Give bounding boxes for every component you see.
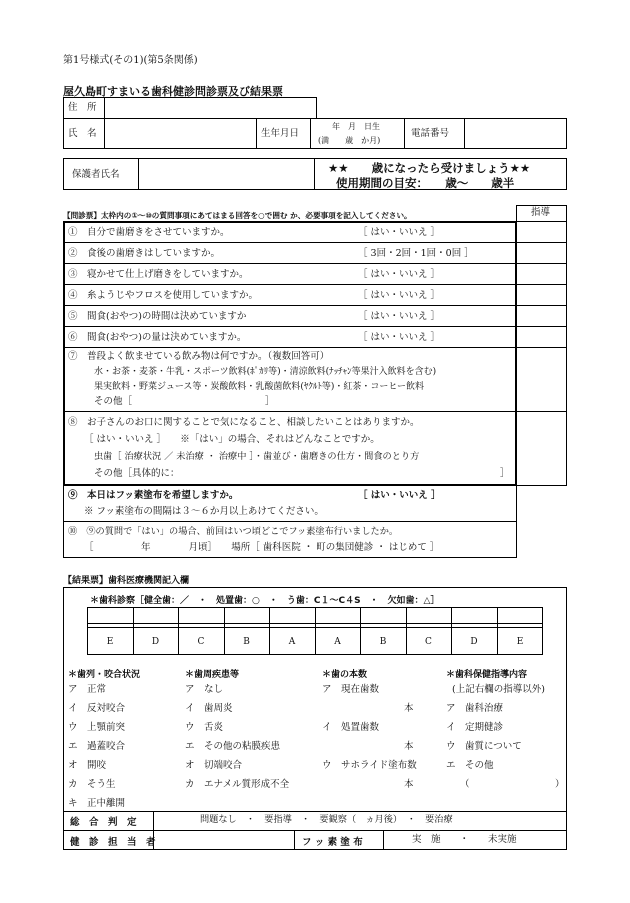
form-title: 屋久島町すまいる歯科健診問診票及び結果票 [63, 85, 283, 98]
q10-line1: ⑩ ⑨の質問で「はい」の場合、前回はいつ頃どこでフッ素塗布行いましたか。 [68, 526, 399, 537]
fluoride-label: フ ッ 素 塗 布 [302, 837, 363, 848]
name-label: 氏 名 [68, 128, 97, 139]
q4-answer[interactable]: ［ はい・いいえ ］ [358, 290, 441, 301]
tooth-count-title: ＊歯の本数 [322, 670, 368, 680]
tooth-cell-d-left[interactable]: D [470, 636, 478, 647]
q9-line2: ※ フッ素塗布の間隔は３～６か月以上あけてください。 [84, 506, 324, 517]
guidance-content-other[interactable]: （ ） [460, 779, 565, 790]
questionnaire-header: 【問診票】太枠内の①～⑩の質問事項にあてはまる回答を○で囲む か、必要事項を記入してください。 [63, 211, 412, 220]
q6-text: ⑥ 間食(おやつ)の量は決めていますか。 [68, 332, 247, 343]
fluoride-options[interactable]: 実 施 ・ 未実施 [412, 834, 517, 845]
periodontal-item[interactable]: イ 歯周炎 [185, 703, 233, 714]
q8-line2[interactable]: ［ はい・いいえ ］ ※「はい」の場合、それはどんなことですか。 [84, 434, 380, 445]
q8-line3[interactable]: 虫歯［ 治療状況 ／ 未治療 ・ 治療中 ］・歯並び・歯磨きの仕方・間食のとり方 [94, 451, 420, 462]
tooth-cell-c-left[interactable]: C [425, 636, 432, 647]
guidance-content-title: ＊歯科保健指導内容 [446, 670, 528, 680]
q9-answer[interactable]: ［ はい・いいえ ］ [358, 490, 441, 501]
tooth-cell-b-right[interactable]: B [243, 636, 250, 647]
q3-text: ③ 寝かせて仕上げ磨きをしていますか。 [68, 269, 249, 280]
tooth-count-unit: 本 [404, 779, 414, 790]
q7-line3[interactable]: 果実飲料・野菜ジュース等・炭酸飲料・乳酸菌飲料(ﾔｸﾙﾄ等)・紅茶・コーヒー飲料 [94, 382, 425, 392]
periodontal-item[interactable]: カ エナメル質形成不全 [185, 779, 290, 790]
tooth-count-item: イ 処置歯数 [322, 722, 380, 733]
occlusion-item[interactable]: カ そう生 [68, 779, 116, 790]
periodontal-item[interactable]: オ 切端咬合 [185, 760, 243, 771]
q5-text: ⑤ 間食(おやつ)の時間は決めていますか [68, 311, 247, 322]
guidance-header: 指導 [531, 207, 551, 218]
tooth-count-unit: 本 [404, 703, 414, 714]
guidance-content-item[interactable]: ア 歯科治療 [446, 703, 504, 714]
birth-date-bottom: (満 歳 か月) [318, 136, 381, 145]
q2-text: ② 食後の歯磨きはしていますか。 [68, 248, 221, 259]
q8-line4-end: ］ [500, 468, 510, 479]
overall-label: 総 合 判 定 [70, 817, 137, 828]
banner-line2: 使用期間の目安： 歳～ 歳半 [336, 176, 515, 190]
phone-label: 電話番号 [411, 128, 450, 139]
dental-exam-line: ＊歯科診察［健全歯：／ ・ 処置歯：○ ・ う歯：C１～C４S ・ 欠如歯：△］ [90, 596, 440, 606]
occlusion-item[interactable]: イ 反対咬合 [68, 703, 126, 714]
q8-line1: ⑧ お子さんのお口に関することで気になること、相談したいことはありますか。 [68, 417, 420, 428]
periodontal-item[interactable]: ウ 舌炎 [185, 722, 224, 733]
examiner-field[interactable] [155, 832, 292, 848]
q7-line1: ⑦ 普段よく飲ませている飲み物は何ですか。（複数回答可） [68, 351, 330, 362]
periodontal-item[interactable]: ア なし [185, 684, 224, 695]
q7-line2[interactable]: 水・お茶・麦茶・牛乳・スポーツ飲料(ﾎﾟｶﾘ等)・清涼飲料(ﾅｯﾁｬﾝ等果汁入飲料を含む) [94, 367, 437, 377]
q6-answer[interactable]: ［ はい・いいえ ］ [358, 332, 441, 343]
guidance-content-item[interactable]: ウ 歯質について [446, 741, 522, 752]
address-label: 住 所 [68, 102, 97, 113]
q10-line2[interactable]: ［ 年 月頃］ 場所［ 歯科医院 ・ 町の集団健診 ・ はじめて ］ [84, 542, 440, 553]
guardian-label: 保護者氏名 [72, 169, 120, 180]
tooth-cell-c-right[interactable]: C [197, 636, 205, 647]
guidance-content-item[interactable]: エ その他 [446, 760, 494, 771]
tooth-count-item: ウ サホライド塗布数 [322, 760, 417, 771]
tooth-count-unit: 本 [404, 741, 414, 752]
q1-answer[interactable]: ［ はい・いいえ ］ [358, 227, 441, 238]
phone-field[interactable] [466, 120, 565, 147]
tooth-cell-b-left[interactable]: B [379, 636, 387, 647]
occlusion-item[interactable]: キ 正中離開 [68, 798, 126, 809]
occlusion-item[interactable]: オ 開咬 [68, 760, 107, 771]
q2-answer[interactable]: ［ 3回・2回・1回・0回 ］ [358, 248, 474, 259]
results-header: 【結果票】歯科医療機関記入欄 [63, 576, 190, 586]
address-field[interactable] [106, 99, 314, 117]
q1-text: ① 自分で歯磨きをさせていますか。 [68, 227, 230, 238]
examiner-label: 健 診 担 当 者 [70, 837, 156, 848]
occlusion-title: ＊歯列・咬合状況 [68, 670, 141, 680]
form-number: 第1号様式(その1)(第5条関係) [63, 55, 198, 66]
tooth-cell-e-right[interactable]: E [106, 636, 114, 647]
q8-line4[interactable]: その他［具体的に： [94, 468, 180, 479]
occlusion-item[interactable]: ア 正常 [68, 684, 107, 695]
q9-line1: ⑨ 本日はフッ素塗布を希望しますか。 [68, 490, 239, 501]
birth-label: 生年月日 [261, 128, 300, 139]
tooth-cell-a-right[interactable]: A [288, 636, 296, 647]
q3-answer[interactable]: ［ はい・いいえ ］ [358, 269, 441, 280]
tooth-cell-e-left[interactable]: E [516, 636, 524, 647]
tooth-cell-a-left[interactable]: A [334, 636, 341, 647]
tooth-cell-d-right[interactable]: D [151, 636, 160, 647]
occlusion-item[interactable]: エ 過蓋咬合 [68, 741, 126, 752]
name-field[interactable] [106, 120, 254, 147]
guidance-content-note: (上記右欄の指導以外) [452, 684, 545, 695]
guidance-content-item[interactable]: イ 定期健診 [446, 722, 504, 733]
q7-line4[interactable]: その他［ ］ [94, 396, 275, 407]
banner-line1: ★★ 歳になったら受けましょう★★ [328, 161, 531, 175]
occlusion-item[interactable]: ウ 上顎前突 [68, 722, 126, 733]
birth-date-top: 年 月 日生 [332, 122, 380, 131]
guardian-field[interactable] [140, 160, 312, 188]
q4-text: ④ 糸ようじやフロスを使用していますか。 [68, 290, 259, 301]
overall-options[interactable]: 問題なし ・ 要指導 ・ 要観察（ ヵ月後） ・ 要治療 [200, 814, 453, 825]
q5-answer[interactable]: ［ はい・いいえ ］ [358, 311, 441, 322]
tooth-count-item: ア 現在歯数 [322, 684, 380, 695]
periodontal-item[interactable]: エ その他の粘膜疾患 [185, 741, 281, 752]
periodontal-title: ＊歯周疾患等 [185, 670, 240, 680]
